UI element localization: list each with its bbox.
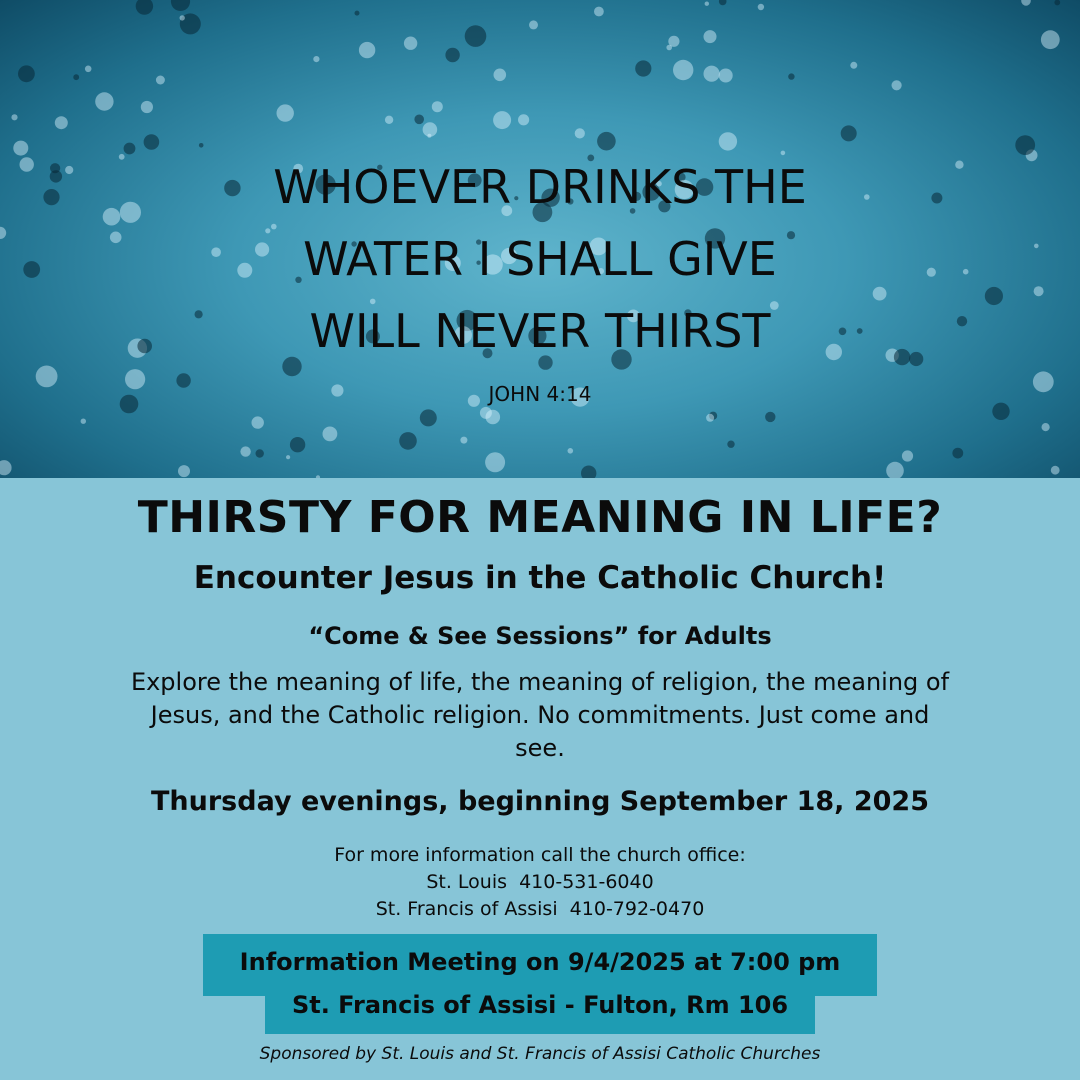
water-droplet (420, 409, 437, 426)
water-droplet (781, 151, 786, 156)
water-droplet (73, 74, 79, 80)
water-droplet (758, 4, 764, 10)
water-droplet (178, 465, 190, 477)
water-droplet (719, 0, 727, 5)
water-droplet (494, 69, 507, 82)
water-droplet (282, 357, 301, 376)
water-droplet (706, 414, 714, 422)
water-droplet (323, 427, 338, 442)
water-droplet (290, 437, 305, 452)
water-droplet (886, 462, 904, 478)
water-droplet (124, 143, 136, 155)
meeting-banner-line2: St. Francis of Assisi - Fulton, Rm 106 (265, 980, 815, 1034)
water-droplet (1034, 286, 1044, 296)
water-droplet (256, 449, 264, 457)
water-droplet (432, 101, 443, 112)
schedule: Thursday evenings, beginning September 18, 2025 (151, 786, 929, 817)
water-droplet (13, 141, 28, 156)
water-droplet (119, 154, 125, 160)
water-droplet (952, 448, 963, 459)
water-droplet (597, 132, 616, 151)
water-droplet (313, 56, 319, 62)
water-droplet (18, 65, 35, 82)
water-droplet (465, 25, 487, 47)
water-droplet (493, 111, 511, 129)
water-droplet (180, 15, 185, 20)
sponsor-note: Sponsored by St. Louis and St. Francis of Assisi Catholic Churches (259, 1044, 821, 1064)
verse-line-3: WILL NEVER THIRST (309, 304, 771, 358)
water-droplet (788, 73, 794, 79)
water-droplet (902, 450, 913, 461)
verse-line-2: WATER I SHALL GIVE (303, 232, 777, 286)
water-droplet (399, 432, 417, 450)
water-droplet (286, 455, 290, 459)
water-droplet (568, 448, 574, 454)
water-droplet (136, 0, 153, 15)
meeting-banner-line1: Information Meeting on 9/4/2025 at 7:00 pm (203, 934, 877, 996)
water-droplet (1051, 466, 1060, 475)
water-droplet (355, 11, 360, 16)
water-droplet (529, 20, 538, 29)
water-droplet (485, 452, 505, 472)
headline: THIRSTY FOR MEANING IN LIFE? (137, 492, 943, 543)
water-droplet (11, 114, 17, 120)
water-droplet (141, 101, 153, 113)
subheadline: Encounter Jesus in the Catholic Church! (193, 560, 887, 596)
water-droplet (271, 224, 277, 230)
water-droplet (704, 30, 717, 43)
water-droplet (55, 116, 68, 129)
water-droplet (156, 76, 165, 85)
sessions-title: “Come & See Sessions” for Adults (308, 622, 772, 650)
verse-reference: JOHN 4:14 (488, 382, 592, 406)
water-droplet (575, 128, 585, 138)
water-droplet (277, 104, 294, 121)
description: Explore the meaning of life, the meaning of religion, the meaning of Jesus, and the Catholic religion. No commitments. Just come and see. (130, 668, 950, 762)
water-droplet (719, 132, 737, 150)
water-droplet (385, 116, 393, 124)
water-droplet (423, 122, 438, 137)
water-droplet (673, 60, 693, 80)
water-droplet (892, 80, 902, 90)
water-droplet (460, 437, 467, 444)
water-droplet (518, 114, 529, 125)
water-droplet (581, 466, 596, 479)
water-droplet (985, 287, 1003, 305)
water-droplet (445, 48, 459, 62)
flyer-content (0, 478, 1080, 1080)
water-droplet (873, 287, 887, 301)
water-droplet (0, 460, 12, 475)
water-droplet (404, 37, 417, 50)
water-droplet (635, 60, 651, 76)
water-droplet (850, 62, 857, 69)
water-droplet (765, 412, 775, 422)
verse-line-1: WHOEVER DRINKS THE (273, 160, 807, 214)
water-droplet (1021, 0, 1031, 6)
contact-st-louis: St. Louis 410-531-6040 (426, 871, 654, 893)
water-droplet (414, 115, 424, 125)
water-droplet (1042, 423, 1050, 431)
water-hero-image (0, 0, 1080, 478)
water-droplet (144, 134, 160, 150)
contact-intro: For more information call the church office: (334, 844, 746, 866)
water-droplet (359, 42, 375, 58)
water-droplet (171, 0, 190, 11)
water-droplet (85, 66, 92, 73)
water-droplet (95, 92, 113, 110)
water-droplet (704, 66, 720, 82)
water-droplet (480, 407, 492, 419)
water-droplet (727, 441, 734, 448)
water-droplet (594, 7, 604, 17)
water-droplet (666, 45, 672, 51)
water-droplet (240, 446, 250, 456)
water-droplet (199, 143, 204, 148)
water-droplet (1015, 135, 1035, 155)
water-droplet (705, 2, 709, 6)
water-droplet (719, 69, 733, 83)
contact-info (0, 842, 1080, 923)
water-droplet (252, 416, 264, 428)
water-droplet (1054, 0, 1060, 5)
water-droplet (1041, 30, 1060, 49)
water-droplet (81, 419, 86, 424)
water-droplet (841, 125, 857, 141)
contact-st-francis: St. Francis of Assisi 410-792-0470 (375, 898, 705, 920)
